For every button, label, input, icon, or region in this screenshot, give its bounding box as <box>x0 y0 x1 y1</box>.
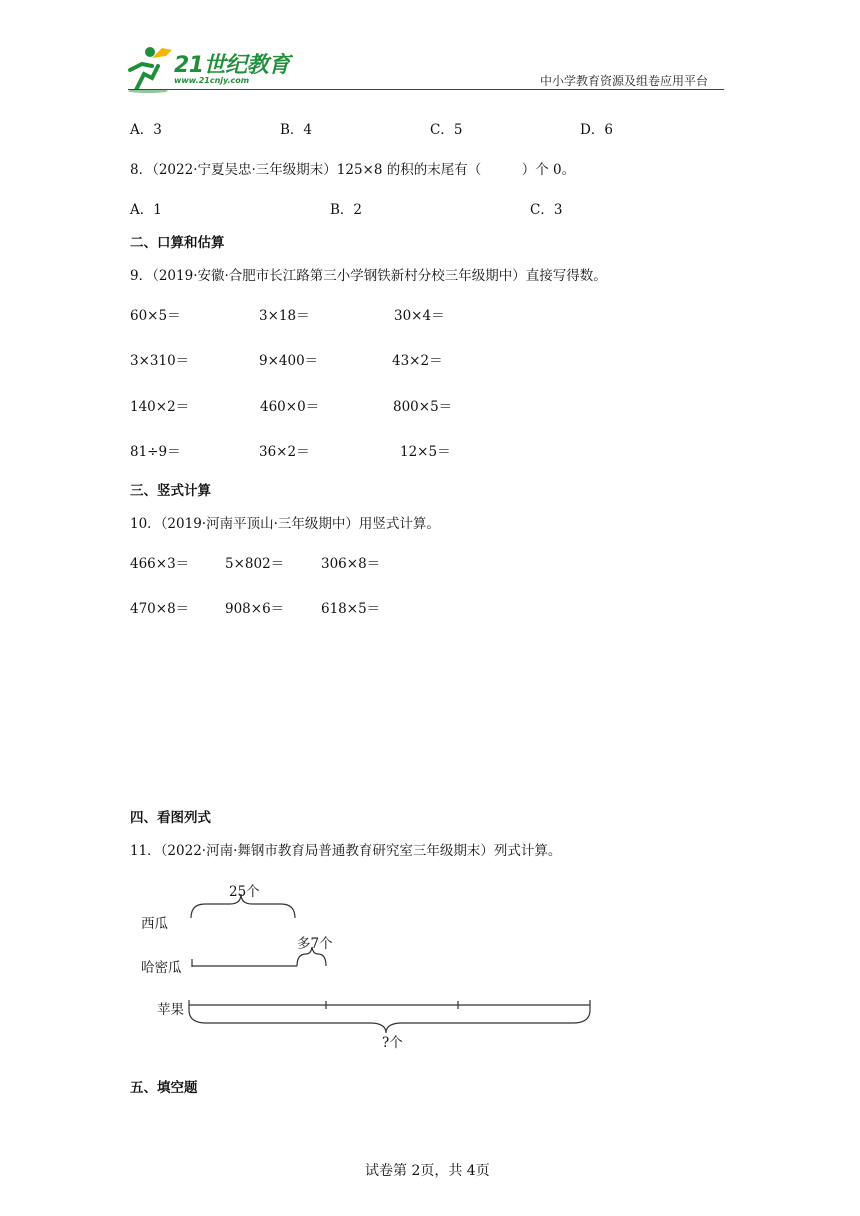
question-11: 11．（2022·河南·舞钢市教育局普通教育研究室三年级期末）列式计算。 <box>130 843 562 859</box>
site-logo <box>122 44 292 94</box>
q8-option-a: A．1 <box>130 202 162 218</box>
watermelon-label: 西瓜 <box>141 916 168 932</box>
q9-item: 800×5＝ <box>393 399 453 415</box>
q9-item: 30×4＝ <box>394 308 445 324</box>
section-5-title: 五、填空题 <box>130 1080 198 1096</box>
logo-url: www.21cnjy.com <box>174 76 250 85</box>
cantaloupe-label: 哈密瓜 <box>141 960 182 976</box>
q7-option-c: C．5 <box>430 122 463 138</box>
apple-label: 苹果 <box>157 1002 184 1018</box>
apple-total-label: ?个 <box>382 1035 403 1051</box>
page-footer: 试卷第 2页，共 4页 <box>365 1163 490 1179</box>
q8-option-b: B．2 <box>330 202 363 218</box>
q9-item: 460×0＝ <box>260 399 320 415</box>
logo-text: 21世纪教育 <box>174 53 290 78</box>
watermelon-count-label: 25个 <box>229 884 260 900</box>
q7-option-b: B．4 <box>280 122 313 138</box>
q10-item: 5×802＝ <box>225 556 285 572</box>
section-3-title: 三、竖式计算 <box>130 483 211 499</box>
q9-item: 60×5＝ <box>130 308 181 324</box>
q9-item: 3×18＝ <box>259 308 310 324</box>
question-8: 8．（2022·宁夏吴忠·三年级期末）125×8 的积的末尾有（ ）个 0。 <box>130 162 576 178</box>
q9-item: 81÷9＝ <box>130 444 181 460</box>
section-2-title: 二、口算和估算 <box>130 235 225 251</box>
question-10: 10．（2019·河南平顶山·三年级期中）用竖式计算。 <box>130 516 440 532</box>
q9-item: 9×400＝ <box>259 353 319 369</box>
q10-item: 306×8＝ <box>321 556 381 572</box>
runner-logo-icon <box>122 44 174 94</box>
q9-item: 43×2＝ <box>392 353 443 369</box>
q9-item: 3×310＝ <box>130 353 190 369</box>
q10-item: 908×6＝ <box>225 601 285 617</box>
cantaloupe-extra-label: 多7个 <box>297 936 333 952</box>
platform-name: 中小学教育资源及组卷应用平台 <box>540 74 709 88</box>
q8-option-c: C．3 <box>530 202 563 218</box>
q9-item: 140×2＝ <box>130 399 190 415</box>
q7-option-d: D．6 <box>580 122 613 138</box>
q9-item: 36×2＝ <box>259 444 310 460</box>
q10-item: 466×3＝ <box>130 556 190 572</box>
section-4-title: 四、看图列式 <box>130 810 211 826</box>
q9-item: 12×5＝ <box>400 444 451 460</box>
q10-item: 618×5＝ <box>321 601 381 617</box>
q7-option-a: A．3 <box>130 122 162 138</box>
header-divider <box>128 89 724 90</box>
q10-item: 470×8＝ <box>130 601 190 617</box>
line-segment-diagram <box>130 870 610 1055</box>
question-9: 9．（2019·安徽·合肥市长江路第三小学钢铁新村分校三年级期中）直接写得数。 <box>130 268 607 284</box>
